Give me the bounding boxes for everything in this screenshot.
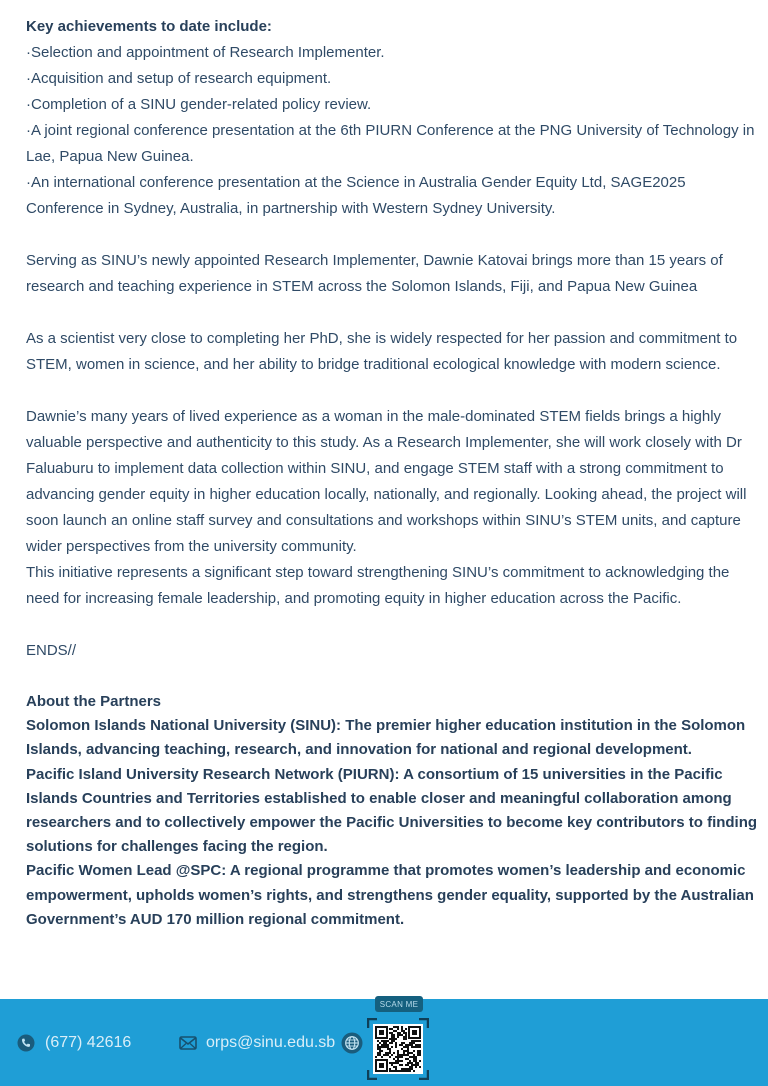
email-address: orps@sinu.edu.sb: [206, 1033, 336, 1051]
about-partners: [26, 690, 761, 932]
partner-pacific-women-lead: Pacific Women Lead @SPC: A regional programme that promotes women’s leadership and economic empowerment, upholds women’s rights, and strengthens gender equality, supported by the Australian Government’s AUD 170 million regional commitment.: [26, 862, 754, 928]
achievement-item: ·Selection and appointment of Research Implementer.: [26, 44, 385, 61]
paragraph-research-implementer: Serving as SINU’s newly appointed Research Implementer, Dawnie Katovai brings more than 15 years of research and teaching experience in STEM across the Solomon Islands, Fiji, and Papua New Guinea: [26, 252, 723, 295]
achievement-item: ·A joint regional conference presentation at the 6th PIURN Conference at the PNG University of Technology in Lae, Papua New Guinea.: [26, 122, 755, 165]
footer-email[interactable]: [178, 999, 335, 1086]
achievement-item: ·Acquisition and setup of research equipment.: [26, 70, 332, 87]
envelope-icon: [178, 1033, 198, 1053]
paragraph-lived-experience: Dawnie’s many years of lived experience as a woman in the male-dominated STEM fields brings a highly valuable perspective and authenticity to this study. As a Research Implementer, she will work closely with Dr Faluaburu to implement data collection within SINU, and engage STEM staff with a strong commitment to advancing gender equity in higher education locally, nationally, and regionally. Looking ahead, the project will soon launch an online staff survey and consultations and workshops within SINU’s STEM units, and capture wider perspectives from the university community.: [26, 408, 747, 555]
article-body: [26, 14, 761, 932]
partner-sinu: Solomon Islands National University (SINU): The premier higher education institution in the Solomon Islands, advancing teaching, research, and innovation for national and regional development.: [26, 717, 746, 759]
paragraph-initiative: This initiative represents a significant step toward strengthening SINU’s commitment to acknowledging the need for increasing female leadership, and promoting equity in higher education across the Pacific.: [26, 564, 730, 607]
partner-piurn: Pacific Island University Research Network (PIURN): A consortium of 15 universities in the Pacific Islands Countries and Territories established to enable closer and meaningful collaboration among researchers and to collectively empower the Pacific Universities to become key contributors to finding solutions for challenges facing the region.: [26, 765, 758, 856]
globe-icon: [340, 1031, 364, 1055]
footer-bar: [0, 999, 768, 1086]
phone-number: (677) 42616: [45, 1033, 132, 1051]
qr-code-block[interactable]: [366, 999, 430, 1086]
qr-code: [367, 1018, 429, 1080]
achievement-item: ·An international conference presentation at the Science in Australia Gender Equity Ltd, SAGE2025 Conference in Sydney, Australia, in partnership with Western Sydney University.: [26, 174, 686, 217]
website-link[interactable]: [340, 999, 364, 1086]
achievement-item: ·Completion of a SINU gender-related policy review.: [26, 96, 372, 113]
achievements-heading: Key achievements to date include:: [26, 18, 272, 35]
ends-marker: ENDS//: [26, 642, 77, 659]
phone-icon: [16, 1033, 36, 1053]
scan-me-label: SCAN ME: [375, 996, 423, 1012]
paragraph-scientist: As a scientist very close to completing her PhD, she is widely respected for her passion and commitment to STEM, women in science, and her ability to bridge traditional ecological knowledge with modern science.: [26, 330, 738, 373]
footer-phone[interactable]: [16, 999, 131, 1086]
partners-heading: About the Partners: [26, 693, 162, 710]
